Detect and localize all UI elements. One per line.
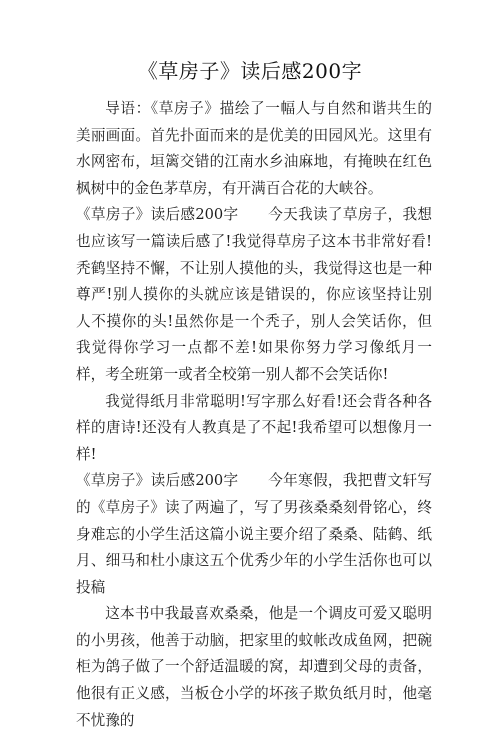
paragraph-sangsang: 这本书中我最喜欢桑桑，他是一个调皮可爱又聪明的小男孩，他善于动脑，把家里的蚊帐改成鱼网，把碗柜为鸽子做了一个舒适温暖的窝，却遭到父母的责备，他很有正义感，当板仓小学的坏孩子欺负纸月时，他毫不忧豫的 bbox=[76, 605, 432, 729]
document-title: 《草房子》读后感200字 bbox=[137, 59, 363, 83]
document-body bbox=[76, 96, 432, 734]
paragraph-review-1: 《草房子》读后感200字 今天我读了草房子，我想也应该写一篇读后感了!我觉得草房子这本书非常好看!秃鹤坚持不懈，不让别人摸他的头，我觉得这也是一种尊严!别人摸你的头就应该是错误的，你应该坚持让别人不摸你的头!虽然你是一个秃子，别人会笑话你，但我觉得你学习一点都不差!如果你努力学习像纸月一样，考全班第一或者全校第一别人都不会笑话你! bbox=[76, 206, 432, 383]
paragraph-review-2: 《草房子》读后感200字 今年寒假，我把曹文轩写的《草房子》读了两遍了，写了男孩桑桑刻骨铭心，终身难忘的小学生活这篇小说主要介绍了桑桑、陆鹤、纸月、细马和杜小康这五个优秀少年的小学生活你也可以投稿 bbox=[76, 472, 432, 596]
paragraph-zhiyue: 我觉得纸月非常聪明!写字那么好看!还会背各种各样的唐诗!还没有人教真是了不起!我希望可以想像月一样! bbox=[76, 392, 432, 463]
paragraph-intro: 导语：《草房子》描绘了一幅人与自然和谐共生的美丽画面。首先扑面而来的是优美的田园风光。这里有水网密布，垣篱交错的江南水乡油麻地，有掩映在红色枫树中的金色茅草房，有开满百合花的大峡谷。 bbox=[76, 100, 432, 197]
